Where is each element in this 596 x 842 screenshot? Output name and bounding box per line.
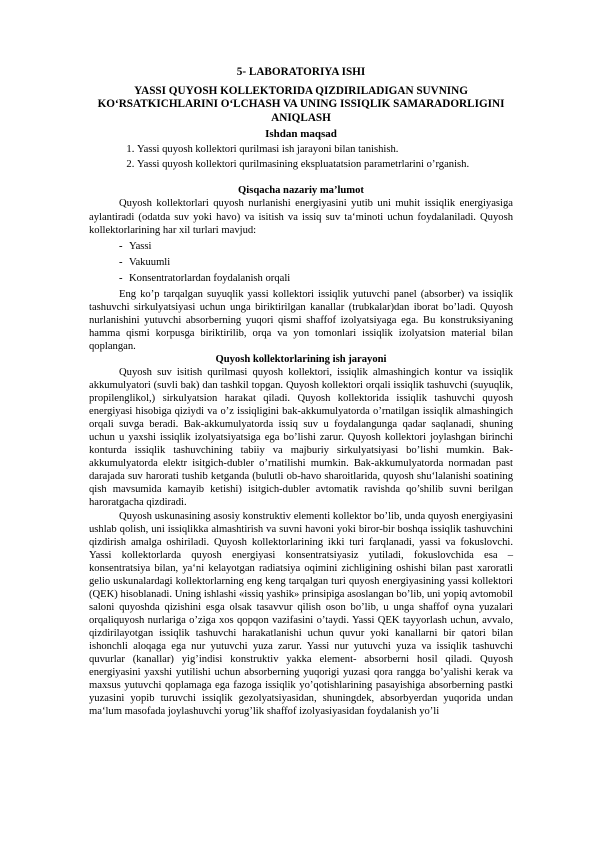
aim-item: 1. Yassi quyosh kollektori qurilmasi ish jarayoni bilan tanishish. xyxy=(137,143,513,156)
document-body xyxy=(89,66,513,718)
list-item xyxy=(119,272,513,285)
theory-paragraph: Eng ko’p tarqalgan suyuqlik yassi kollektori issiqlik yutuvchi panel (absorber) va issiqlik tashuvchi sirkulyatsiyasi uchun unga biriktirilgan kanallar (trubkalar)dan iborat bo’ladi. Quyosh nurlanishini yutuvchi absorberning yuqori qismi shaffof izolyatsiyaga ega. Bu konstruksiyaning hamma qismi korpusga biriktirilib, orqa va yon tomonlari issiqlik izolyatsion material bilan qoplangan. xyxy=(89,288,513,352)
collector-type: Yassi xyxy=(129,240,152,252)
aim-heading: Ishdan maqsad xyxy=(265,128,337,141)
theory-heading: Qisqacha nazariy ma’lumot xyxy=(238,185,364,197)
lab-title: 5- LABORATORIYA ISHI xyxy=(236,66,366,78)
process-heading: Quyosh kollektorlarining ish jarayoni xyxy=(215,353,387,365)
main-title: YASSI QUYOSH KOLLEKTORIDA QIZDIRILADIGAN SUVNING KO‘RSATKICHLARINI O‘LCHASH VA UNING ISSIQLIK SAMARADORLIGINI ANIQLASH xyxy=(97,85,505,124)
collector-type: Konsentratorlardan foydalanish orqali xyxy=(129,272,291,284)
aim-list xyxy=(89,143,513,171)
dash-bullet-icon: - xyxy=(119,272,123,284)
collector-types-list xyxy=(89,240,513,285)
process-paragraph-2: Quyosh uskunasining asosiy konstruktiv elementi kollektor bo’lib, unda quyosh energiyasini ushlab qolish, uni issiqlikka almashtirish va suvni havoni yoki biror-bir boshqa issiqlik tashuvchini qizdirish amalga oshiriladi. Quyosh kollektorlarining ikki turi farqlanadi, yassi va fokuslovchi. Yassi kollektorlarda quyosh energiyasi konsentratsiyasiz yutiladi, fokuslovchida esa – konsentratsiya bilan, ya‘ni kelayotgan radiatsiya oqimini zichligining oshishi bilan past xaroratli gelio uskunalardagi kollektorlarning eng keng tarqalgan turi quyosh energiyasining yassi kollektori (QEK) hisoblanadi. Uning ishlashi «issiq yashik» prinsipiga asoslangan bo’lib, uni yopiq avtomobil saloni quyoshda qizishini esga olsak tasavvur qilish oson bo’lib, u unga shaffof oyna yuzalari orqaliquyosh nurlariga o’ziga xos qopqon vazifasini o’taydi. Yassi QEK tayyorlash uchun, avvalo, qizdirilayotgan issiqlik tashuvchi harakatlanishi uchun quvur yoki kanallarni bir qatori bilan ishonchli aloqaga ega nur yutuvchi yuza zarur. Yassi nur yutuvchi yuza va issiqlik tashuvchi quvurlar (kanallar) yig’indisi konstruktiv yakka element- absorberni hosil qiladi. Quyosh energiyasini yaxshi yutilishi uchun absorberning yuqorigi yuzasi qora rangga bo’yalishi kerak va maxsus yutuvchi qoplamaga ega fazoga issiqlik yo’qotishlarining pasayishiga absorberning pastki yuzasini yopib turuvchi issiqlik gezolyatsiyasidan, shuningdek, absorbyerdan yuqorida undan ma‘lum masofada joylashuvchi yorug’lik shaffof izolyasiyasidan foydalanish yo’li xyxy=(89,510,513,718)
list-item xyxy=(119,240,513,253)
dash-bullet-icon: - xyxy=(119,256,123,268)
process-paragraph-1: Quyosh suv isitish qurilmasi quyosh kollektori, issiqlik almashingich kontur va issiqlik akkumulyatori (suvli bak) dan tashkil topgan. Quyosh kollektori orqali issiqlik tashuvchi (suyuqlik, propilenglikol,) sirkulyatsion harakat qiladi. Quyosh kollektorida issiqlik tashuvchi quyosh energiyasi hisobiga qiziydi va o’z issiqligini bak-akkumulyatorda o’rnatilgan issiqlik almashingich orqali suvga beradi. Bak-akkumulyatorda issiq suv u foydalangunga qadar saqlanadi, shuning uchun u yaxshi issiqlik izolyatsiyatsiga ega bo’lishi zarur. Quyosh kollektori joylashgan birinchi konturda issiqlik tashuvchining tabiiy va majburiy sirkulyatsiyasi bo’lishi mumkin. Bak-akkumulyatorda elektr isitgich-dubler o’rnatilishi mumkin. Bak-akkumulyatorda normadan past darajada suv harorati tushib ketganda (bulutli ob-havo sharoitlarida, quyosh shu‘lalanishi soatining qish mavsumida kamayib ketishi) isitgich-dubler avtomatik ravishda qo’shilib suvni berilgan haroratgacha qizdiradi. xyxy=(89,367,513,509)
aim-item: 2. Yassi quyosh kollektori qurilmasining ekspluatatsion parametrlarini o’rganish. xyxy=(137,158,513,171)
theory-intro: Quyosh kollektorlari quyosh nurlanishi energiyasini yutib uni muhit issiqlik energiyasiga aylantiradi (odatda suv yoki havo) va isitish va issiq suv ta‘minoti uchun foydalaniladi. Quyosh kollektorlarining har xil turlari mavjud: xyxy=(89,198,513,236)
collector-type: Vakuumli xyxy=(129,256,171,268)
dash-bullet-icon: - xyxy=(119,240,123,252)
list-item xyxy=(119,256,513,269)
